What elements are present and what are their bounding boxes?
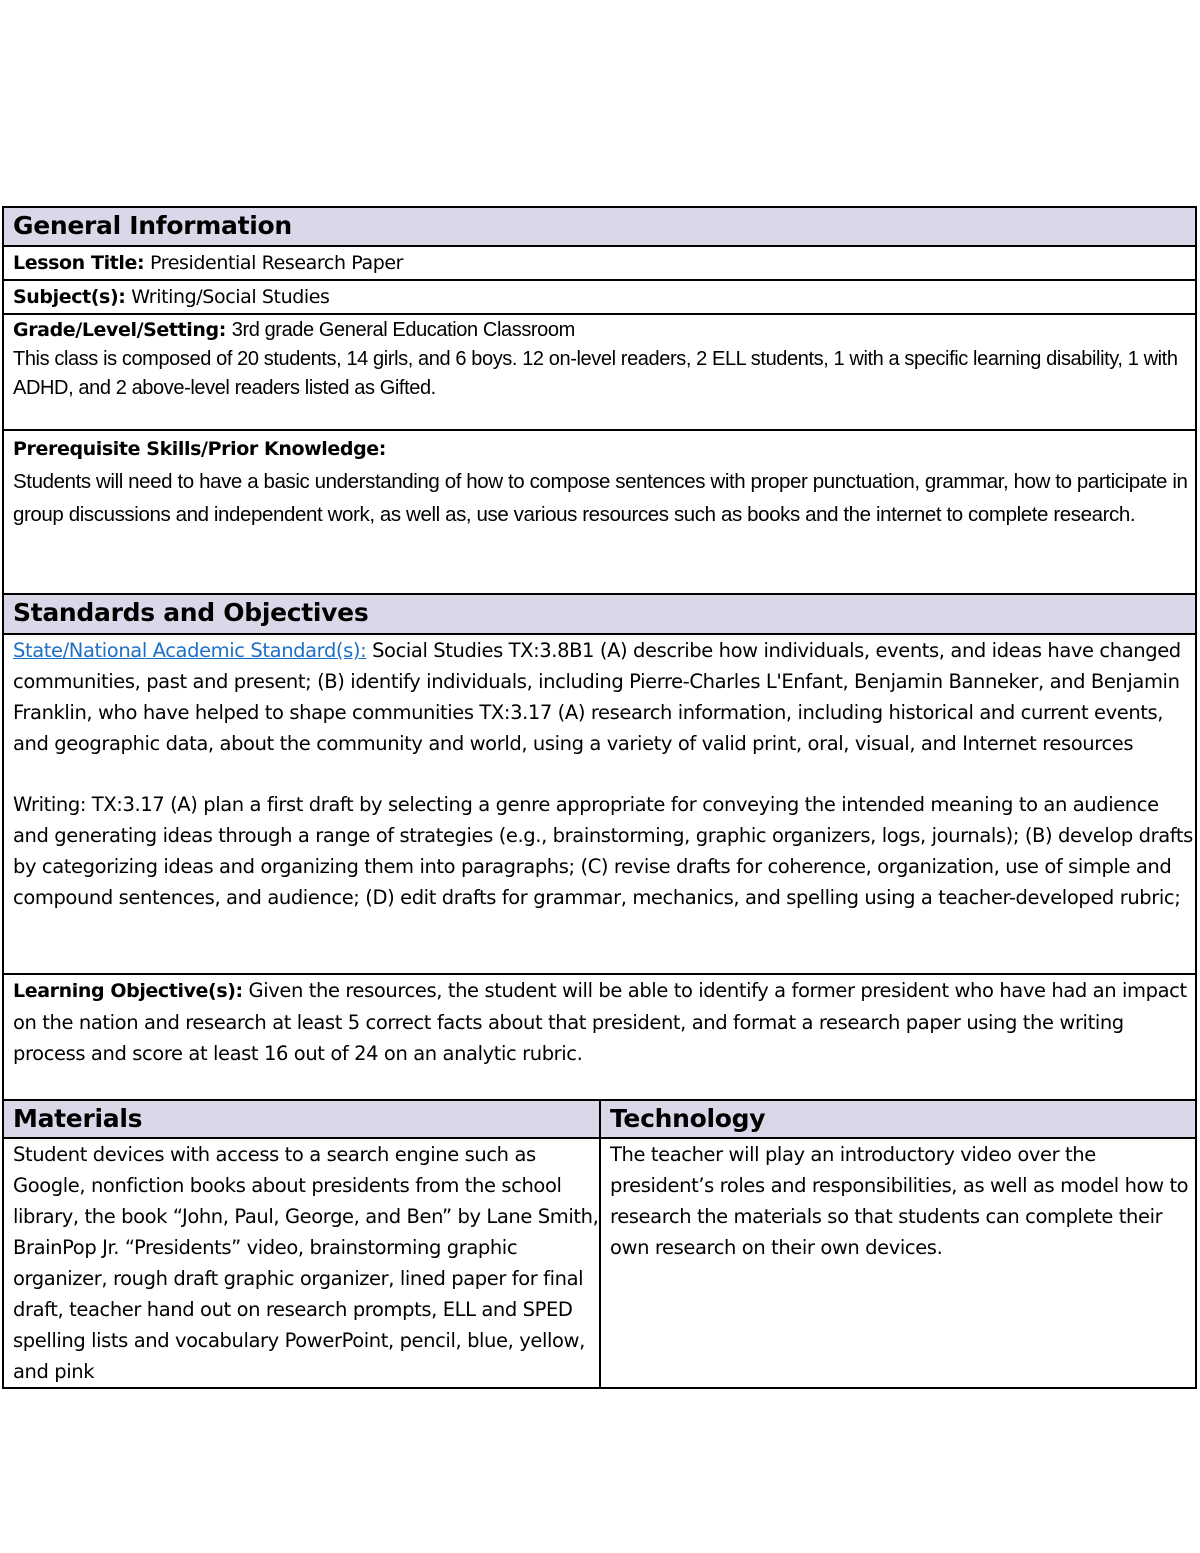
class-description: This class is composed of 20 students, 14 girls, and 6 boys. 12 on-level readers, 2 ELL students, 1 with a specific learning disability, 1 with ADHD, and 2 above-level readers listed as Gifted. <box>13 348 1178 399</box>
writing-standard: Writing: TX:3.17 (A) plan a first draft by selecting a genre appropriate for conveying the intended meaning to an audience and generating ideas through a range of strategies (e.g., brainstorming, graphic organizers, logs, journals); (B) develop drafts by categorizing ideas and organizing them into paragraphs; (C) revise drafts for coherence, organization, use of simple and compound sentences, and audience; (D) edit drafts for grammar, mechanics, and spelling using a teacher-developed rubric; <box>13 793 1193 909</box>
section-header-materials: Materials <box>3 1100 600 1138</box>
subjects-value: Writing/Social Studies <box>131 286 330 308</box>
lesson-title-value: Presidential Research Paper <box>149 252 404 274</box>
prereq-text: Students will need to have a basic understanding of how to compose sentences with proper punctuation, grammar, how to participate in group discussions and independent work, as well as, use various resources such as books and the internet to complete research. <box>13 470 1188 526</box>
grade-value: 3rd grade General Education Classroom <box>231 319 575 341</box>
standards-link[interactable]: State/National Academic Standard(s): <box>13 639 367 662</box>
grade-setting-row <box>3 314 1196 430</box>
materials-cell: Student devices with access to a search engine such as Google, nonfiction books about presidents from the school library, the book “John, Paul, George, and Ben” by Lane Smith, BrainPop Jr. “Presidents” video, brainstorming graphic organizer, rough draft graphic organizer, lined paper for final draft, teacher hand out on research prompts, ELL and SPED spelling lists and vocabulary PowerPoint, pencil, blue, yellow, and pink <box>3 1138 600 1388</box>
subjects-label: Subject(s): <box>13 286 126 308</box>
social-studies-standard: Social Studies TX:3.8B1 (A) describe how individuals, events, and ideas have changed communities, past and present; (B) identify individuals, including Pierre-Charles L'Enfant, Benjamin Banneker, and Benjamin Franklin, who have helped to shape communities TX:3.17 (A) research information, including historical and current events, and geographic data, about the community and world, using a variety of valid print, oral, visual, and Internet resources <box>13 639 1181 755</box>
prereq-label: Prerequisite Skills/Prior Knowledge: <box>13 438 386 460</box>
lesson-title-row <box>3 246 1196 280</box>
section-header-standards: Standards and Objectives <box>3 594 1196 634</box>
objective-row <box>3 974 1196 1100</box>
lesson-title-label: Lesson Title: <box>13 252 145 274</box>
prereq-row <box>3 430 1196 594</box>
objective-label: Learning Objective(s): <box>13 980 243 1002</box>
objective-text: Given the resources, the student will be able to identify a former president who have had an impact on the nation and research at least 5 correct facts about that president, and format a research paper using the writing process and score at least 16 out of 24 on an analytic rubric. <box>13 979 1187 1065</box>
section-header-technology: Technology <box>600 1100 1196 1138</box>
standards-row <box>3 634 1196 974</box>
technology-cell: The teacher will play an introductory video over the president’s roles and responsibilities, as well as model how to research the materials so that students can complete their own research on their own devices. <box>600 1138 1196 1388</box>
lesson-plan-table <box>2 206 1195 1389</box>
section-header-general: General Information <box>3 207 1196 246</box>
grade-label: Grade/Level/Setting: <box>13 319 226 341</box>
subjects-row <box>3 280 1196 314</box>
